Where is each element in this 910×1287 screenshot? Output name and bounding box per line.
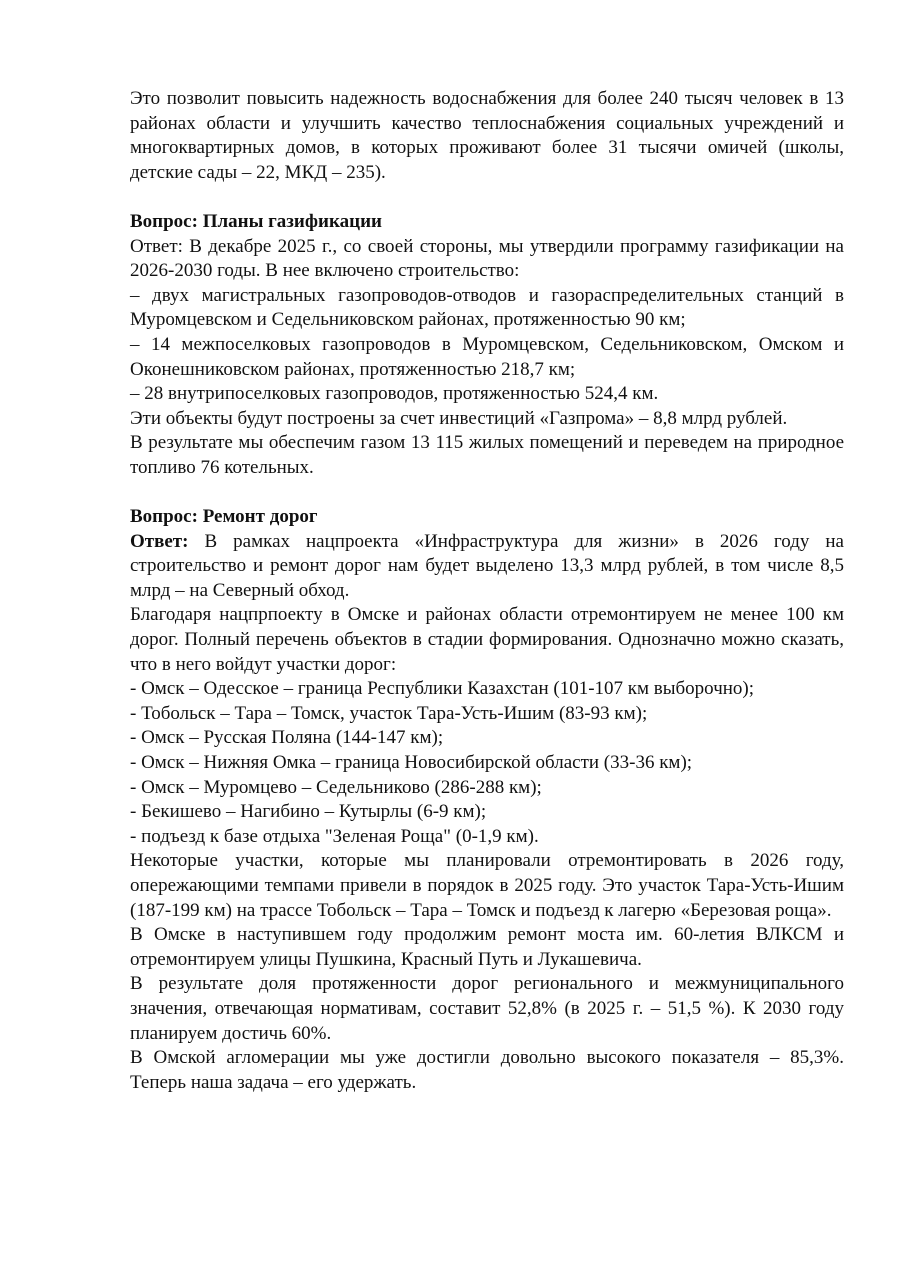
road-list-item: - Омск – Нижняя Омка – граница Новосибирской области (33-36 км); [130, 752, 693, 774]
gas-item-intrasettlement: – 28 внутрипоселковых газопроводов, протяженностью 524,4 км. [130, 383, 659, 405]
roads-omsk-paragraph: В Омске в наступившем году продолжим ремонт моста им. 60-летия ВЛКСМ и отремонтируем улицы Пушкина, Красный Путь и Лукашевича. [130, 924, 844, 970]
answer-text: В рамках нацпроекта «Инфраструктура для жизни» в 2026 году на строительство и ремонт дорог нам будет выделено 13,3 млрд рублей, в том числе 8,5 млрд – на Северный обход. [130, 530, 844, 601]
answer-label: Ответ: [130, 530, 189, 552]
gas-question-heading: Вопрос: Планы газификации [130, 210, 382, 232]
road-list-item: - подъезд к базе отдыха "Зеленая Роща" (0-1,9 км). [130, 825, 539, 847]
gas-result-paragraph: В результате мы обеспечим газом 13 115 жилых помещений и переведем на природное топливо 76 котельных. [130, 432, 844, 478]
road-list-item: - Омск – Муромцево – Седельниково (286-288 км); [130, 776, 542, 798]
road-list-item: - Тобольск – Тара – Томск, участок Тара-Усть-Ишим (83-93 км); [130, 702, 648, 724]
road-list-item: - Омск – Русская Поляна (144-147 км); [130, 727, 444, 749]
gas-item-intersettlement: – 14 межпоселковых газопроводов в Муромцевском, Седельниковском, Омском и Оконешниковском районах, протяженностью 218,7 км; [130, 333, 844, 380]
document-page [130, 87, 844, 1095]
roads-agglomeration-paragraph: В Омской агломерации мы уже достигли довольно высокого показателя – 85,3%. Теперь наша задача – его удержать. [130, 1047, 844, 1093]
road-list-item: - Омск – Одесское – граница Республики Казахстан (101-107 км выборочно); [130, 678, 755, 700]
section-spacer [130, 185, 844, 210]
section-spacer [130, 481, 844, 506]
gas-answer-paragraph: Ответ: В декабре 2025 г., со своей стороны, мы утвердили программу газификации на 2026-2030 годы. В нее включено строительство: [130, 235, 844, 282]
roads-ahead-paragraph: Некоторые участки, которые мы планировали отремонтировать в 2026 году, опережающими темпами привели в порядок в 2025 году. Это участок Тара-Усть-Ишим (187-199 км) на трассе Тобольск – Тара – Томск и подъезд к лагерю «Березовая роща». [130, 850, 844, 921]
gas-investment-paragraph: Эти объекты будут построены за счет инвестиций «Газпрома» – 8,8 млрд рублей. [130, 407, 788, 429]
roads-share-paragraph: В результате доля протяженности дорог регионального и межмуниципального значения, отвечающая нормативам, составит 52,8% (в 2025 г. – 51,5 %). К 2030 году планируем достичь 60%. [130, 973, 844, 1044]
roads-project-paragraph: Благодаря нацпрпоекту в Омске и районах области отремонтируем не менее 100 км дорог. Полный перечень объектов в стадии формирования. Однозначно можно сказать, что в него войдут участки дорог: [130, 604, 844, 675]
intro-paragraph: Это позволит повысить надежность водоснабжения для более 240 тысяч человек в 13 районах области и улучшить качество теплоснабжения социальных учреждений и многоквартирных домов, в которых проживают более 31 тысячи омичей (школы, детские сады – 22, МКД – 235). [130, 88, 844, 183]
roads-answer-paragraph [130, 530, 844, 604]
roads-question-heading: Вопрос: Ремонт дорог [130, 506, 318, 528]
road-list-item: - Бекишево – Нагибино – Кутырлы (6-9 км); [130, 801, 487, 823]
gas-item-pipelines: – двух магистральных газопроводов-отводов и газораспределительных станций в Муромцевском и Седельниковском районах, протяженностью 90 км; [130, 284, 844, 331]
